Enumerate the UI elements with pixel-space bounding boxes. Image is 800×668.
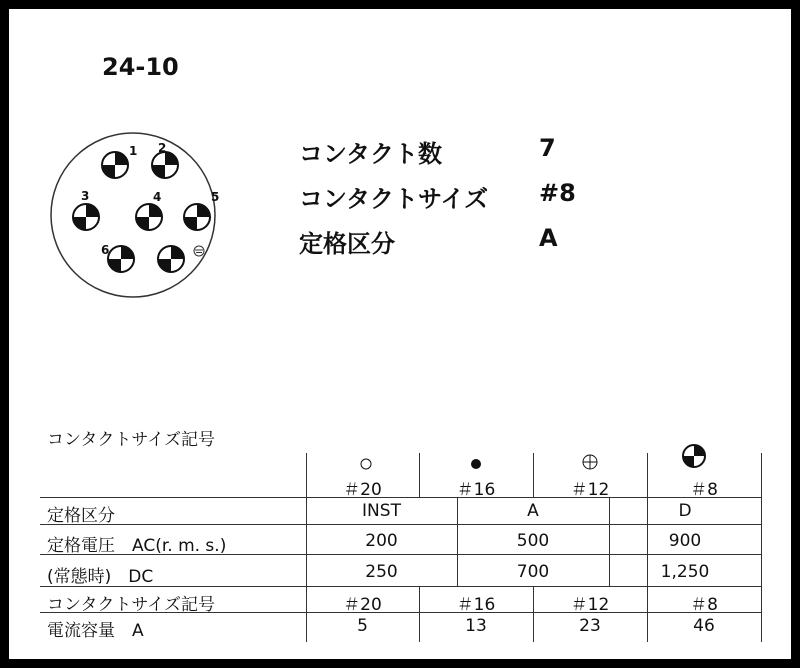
connector-face-diagram: [53, 121, 220, 309]
size-code-20: ＃20: [343, 595, 382, 615]
ground-symbol-icon: [194, 246, 204, 256]
pin-number-5: 5: [211, 190, 220, 204]
table-divider: [761, 453, 762, 642]
pin-4-icon: [136, 204, 162, 230]
row-label-rating-class: 定格区分: [47, 506, 115, 526]
current-20: 5: [357, 616, 368, 636]
rating-class-a: A: [527, 501, 539, 521]
voltage-ac-a: 500: [516, 531, 550, 551]
row-label-voltage-ac: 定格電圧 AC(r. m. s.): [47, 536, 227, 556]
voltage-ac-inst: 200: [365, 531, 398, 551]
pin-number-2: 2: [158, 141, 167, 155]
header-size-8: ＃8: [690, 480, 718, 500]
spec-value-rating-class: A: [539, 224, 558, 252]
spec-sheet: [9, 9, 791, 659]
pin-number-1: 1: [129, 144, 138, 158]
header-size-20: ＃20: [343, 480, 382, 500]
pin-2-icon: [152, 152, 178, 178]
header-size-12: ＃12: [570, 480, 610, 500]
connector-title: 24-10: [102, 53, 179, 81]
pin-number-3: 3: [81, 189, 90, 203]
crossed-circle-icon: [581, 453, 599, 471]
spec-value-contact-count: 7: [539, 134, 556, 162]
pin-number-6: 6: [101, 243, 110, 257]
filled-dot-icon: [469, 457, 483, 471]
table-divider: [40, 524, 762, 525]
pin-number-4: 4: [153, 190, 162, 204]
current-8: 46: [693, 616, 715, 636]
quartered-circle-icon: [681, 443, 707, 469]
voltage-dc-d: 1,250: [660, 562, 710, 582]
current-16: 13: [465, 616, 487, 636]
pin-6-icon: [108, 246, 134, 272]
row-label-current: 電流容量 A: [47, 621, 144, 641]
voltage-dc-inst: 250: [365, 562, 398, 582]
spec-value-contact-size: #8: [539, 179, 576, 207]
pin-7-icon: [158, 246, 184, 272]
rating-class-d: D: [678, 501, 692, 521]
row-label-voltage-dc: (常態時) DC: [47, 567, 154, 587]
table-section-label: コンタクトサイズ記号: [47, 430, 215, 450]
size-code-16: ＃16: [456, 595, 496, 615]
voltage-ac-d: 900: [668, 531, 702, 551]
spec-label-contact-count: コンタクト数: [299, 140, 443, 168]
open-circle-icon: [359, 457, 373, 471]
row-label-size-code: コンタクトサイズ記号: [47, 595, 215, 615]
header-size-16: ＃16: [456, 480, 496, 500]
spec-label-rating-class: 定格区分: [299, 230, 395, 258]
pin-3-icon: [73, 204, 99, 230]
pin-5-icon: [184, 204, 210, 230]
voltage-dc-a: 700: [516, 562, 550, 582]
spec-label-contact-size: コンタクトサイズ: [299, 185, 489, 213]
pin-1-icon: [102, 152, 128, 178]
current-12: 23: [579, 616, 601, 636]
size-code-12: ＃12: [570, 595, 610, 615]
size-code-8: ＃8: [690, 595, 718, 615]
rating-class-inst: INST: [362, 501, 401, 521]
